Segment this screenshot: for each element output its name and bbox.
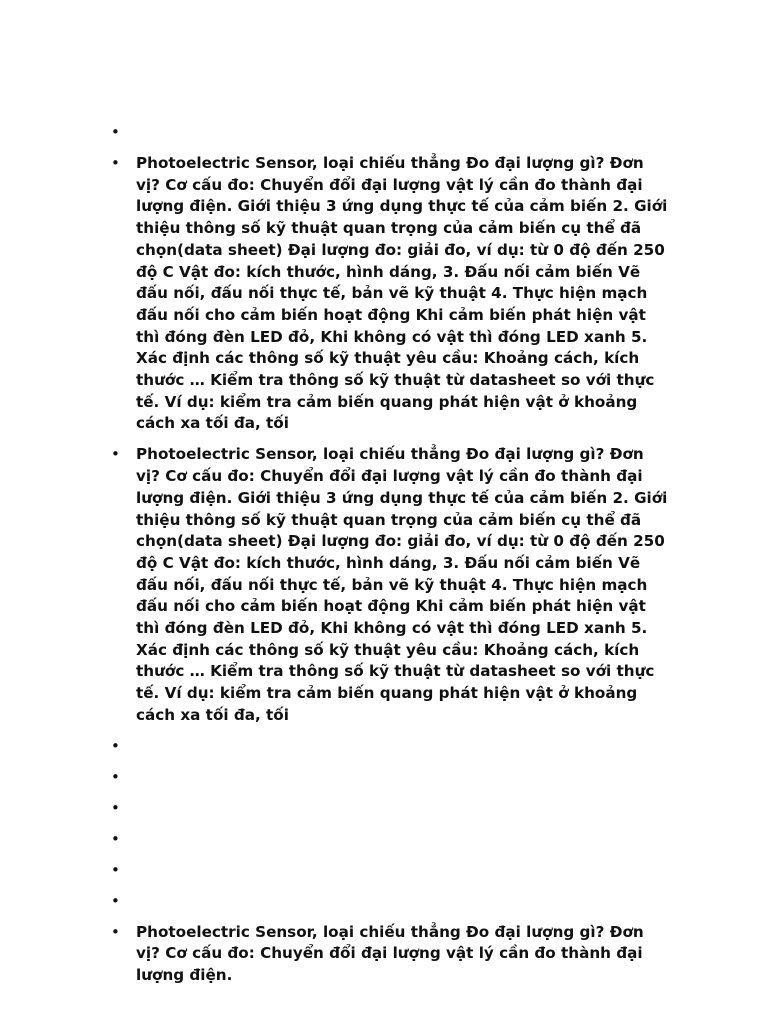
- list-item: [0, 860, 768, 882]
- list-item: [0, 891, 768, 913]
- list-item: [0, 736, 768, 758]
- list-item: [0, 122, 768, 144]
- list-item: [0, 767, 768, 789]
- list-item: [0, 798, 768, 820]
- list-item: • Photoelectric Sensor, loại chiếu thẳng Đo đại lượng gì? Đơn vị? Cơ cấu đo: Chuyển đổi đại lượng vật lý cần đo thành đại lượng điện. Giới thiệu 3 ứng dụng thực tế của cảm biến 2. Giới thiệu thông số kỹ thuật quan trọng của cảm biến cụ thể đã chọn(data sheet) Đại lượng đo: giải đo, ví dụ: từ 0 độ đến 250 độ C Vật đo: kích thước, hình dáng, 3. Đấu nối cảm biến Vẽ đấu nối, đấu nối thực tế, bản vẽ kỹ thuật 4. Thực hiện mạch đấu nối cho cảm biến hoạt động Khi cảm biến phát hiện vật thì đóng đèn LED đỏ, Khi không có vật thì đóng LED xanh 5. Xác định các thông số kỹ thuật yêu cầu: Khoảng cách, kích thước … Kiểm tra thông số kỹ thuật từ datasheet so với thực tế. Ví dụ: kiểm tra cảm biến quang phát hiện vật ở khoảng cách xa tối đa, tối: [0, 444, 768, 726]
- list-item: • Photoelectric Sensor, loại chiếu thẳng Đo đại lượng gì? Đơn vị? Cơ cấu đo: Chuyển đổi đại lượng vật lý cần đo thành đại lượng điện.: [0, 922, 768, 987]
- bullet-list: [0, 122, 768, 996]
- list-item: [0, 829, 768, 851]
- list-item: • Photoelectric Sensor, loại chiếu thẳng Đo đại lượng gì? Đơn vị? Cơ cấu đo: Chuyển đổi đại lượng vật lý cần đo thành đại lượng điện. Giới thiệu 3 ứng dụng thực tế của cảm biến 2. Giới thiệu thông số kỹ thuật quan trọng của cảm biến cụ thể đã chọn(data sheet) Đại lượng đo: giải đo, ví dụ: từ 0 độ đến 250 độ C Vật đo: kích thước, hình dáng, 3. Đấu nối cảm biến Vẽ đấu nối, đấu nối thực tế, bản vẽ kỹ thuật 4. Thực hiện mạch đấu nối cho cảm biến hoạt động Khi cảm biến phát hiện vật thì đóng đèn LED đỏ, Khi không có vật thì đóng LED xanh 5. Xác định các thông số kỹ thuật yêu cầu: Khoảng cách, kích thước … Kiểm tra thông số kỹ thuật từ datasheet so với thực tế. Ví dụ: kiểm tra cảm biến quang phát hiện vật ở khoảng cách xa tối đa, tối: [0, 153, 768, 435]
